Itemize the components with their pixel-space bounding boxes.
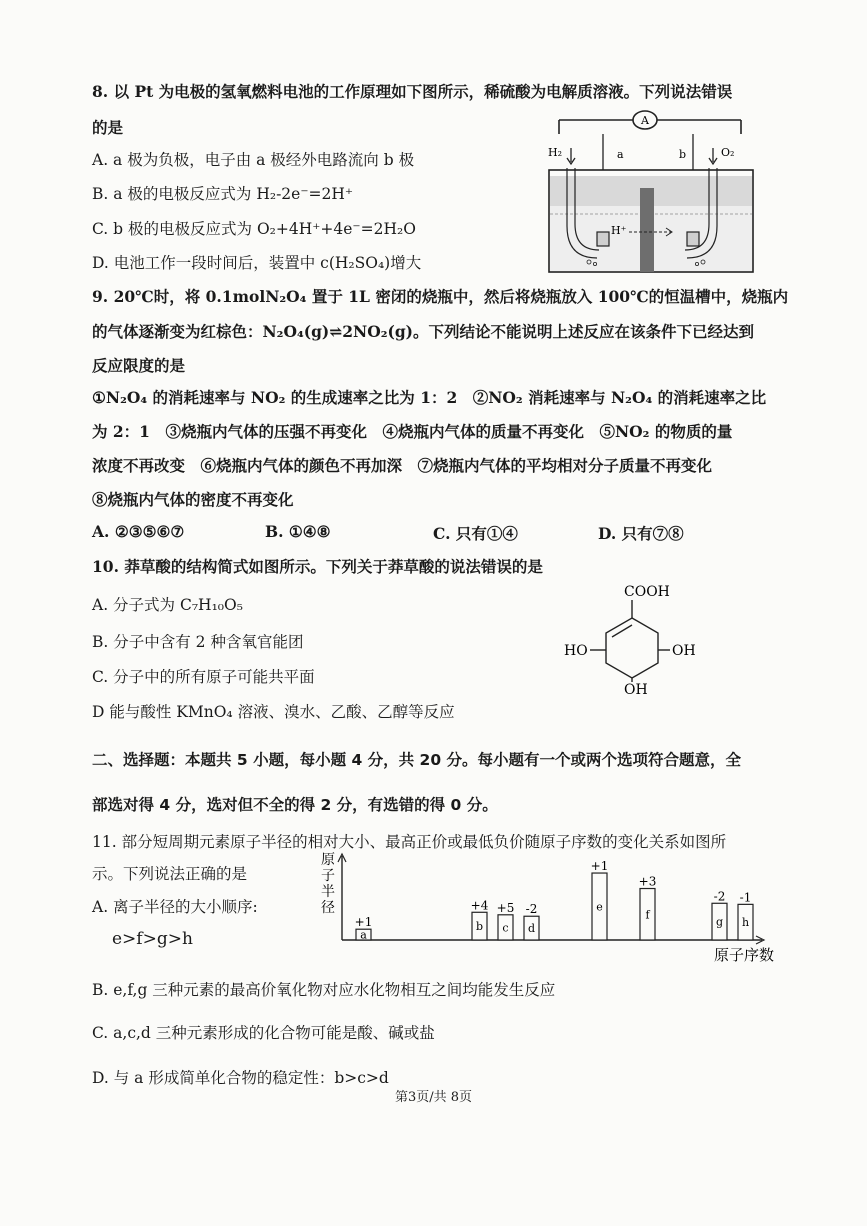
section2-line1: 二、选择题：本题共 5 小题，每小题 4 分，共 20 分。每小题有一个或两个选项符合题意，全 (92, 751, 742, 769)
q10-option-b: B. 分子中含有 2 种含氧官能团 (92, 633, 304, 651)
valence-label-d: -2 (525, 902, 538, 917)
q11-option-c: C. a,c,d 三种元素形成的化合物可能是酸、碱或盐 (92, 1024, 435, 1042)
q8-option-b: B. a 极的电极反应式为 H₂-2e⁻=2H⁺ (92, 185, 354, 203)
bar-label-f: f (645, 908, 650, 922)
q9-option-a: A. ②③⑤⑥⑦ (92, 522, 185, 541)
electrode-a (597, 232, 609, 246)
q11-option-b: B. e,f,g 三种元素的最高价氧化物对应水化物相互之间均能发生反应 (92, 981, 556, 999)
electrode-b (687, 232, 699, 246)
q10-option-a: A. 分子式为 C₇H₁₀O₅ (92, 596, 243, 614)
valence-label-h: -1 (739, 890, 752, 905)
valence-label-b: +4 (470, 898, 489, 913)
oh-right-label: OH (672, 643, 696, 659)
q8-option-d: D. 电池工作一段时间后，装置中 c(H₂SO₄)增大 (92, 254, 422, 272)
chart-y-axis-label (321, 852, 335, 916)
q8-stem-line1: 8. 以 Pt 为电极的氢氧燃料电池的工作原理如下图所示，稀硫酸为电解质溶液。下列说法错误 (92, 82, 733, 101)
q9-condition-line3: 浓度不再改变 ⑥烧瓶内气体的颜色不再加深 ⑦烧瓶内气体的平均相对分子质量不再变化 (92, 456, 713, 475)
h2-label: H₂ (548, 146, 563, 159)
chart-x-axis-label: 原子序数 (714, 946, 775, 964)
shikimic-acid-structure (562, 582, 702, 697)
valence-label-f: +3 (638, 874, 657, 889)
hplus-label: H⁺ (611, 224, 627, 237)
bar-label-d: d (527, 922, 536, 936)
ammeter-label: A (641, 114, 649, 127)
q11-option-d: D. 与 a 形成简单化合物的稳定性：b>c>d (92, 1069, 389, 1087)
valence-label-g: -2 (713, 889, 726, 904)
q11-stem-line2: 示。下列说法正确的是 (92, 865, 248, 883)
oh-bottom-label: OH (624, 682, 648, 698)
q8-option-a: A. a 极为负极，电子由 a 极经外电路流向 b 极 (92, 151, 415, 169)
q9-stem-line1: 9. 20℃时，将 0.1molN₂O₄ 置于 1L 密闭的烧瓶中，然后将烧瓶放入 100℃的恒温槽中，烧瓶内 (92, 287, 789, 306)
oh-left-label: HO (564, 643, 588, 659)
q9-stem-line2: 的气体逐渐变为红棕色：N₂O₄(g)⇌2NO₂(g)。下列结论不能说明上述反应在该条件下已经达到 (92, 322, 754, 341)
q11-option-a-line1: A. 离子半径的大小顺序: (92, 898, 258, 916)
membrane (640, 188, 654, 272)
valence-label-e: +1 (590, 859, 609, 874)
q10-stem: 10. 莽草酸的结构简式如图所示。下列关于莽草酸的说法错误的是 (92, 557, 543, 576)
valence-label-a: +1 (354, 915, 373, 930)
q9-condition-line1: ①N₂O₄ 的消耗速率与 NO₂ 的生成速率之比为 1：2 ②NO₂ 消耗速率与 N₂O₄ 的消耗速率之比 (92, 388, 767, 407)
q11-option-a-line2: e>f>g>h (112, 929, 193, 949)
section2-line2: 部选对得 4 分，选对但不全的得 2 分，有选错的得 0 分。 (92, 796, 498, 814)
q10-option-d: D 能与酸性 KMnO₄ 溶液、溴水、乙酸、乙醇等反应 (92, 703, 455, 721)
o2-label: O₂ (721, 146, 735, 159)
double-bond (612, 625, 632, 637)
cyclohexene-ring (606, 618, 658, 678)
valence-label-c: +5 (496, 900, 515, 915)
bar-label-h: h (741, 916, 750, 930)
q9-stem-line3: 反应限度的是 (92, 356, 186, 375)
q8-option-c: C. b 极的电极反应式为 O₂+4H⁺+4e⁻=2H₂O (92, 220, 416, 238)
bar-label-a: a (360, 928, 367, 942)
bar-label-c: c (502, 921, 509, 935)
chart-y-axis-label-text: 原子半径 (321, 852, 335, 916)
electrode-a-label: a (617, 148, 624, 161)
q11-stem-line1: 11. 部分短周期元素原子半径的相对大小、最高正价或最低负价随原子序数的变化关系如图所 (92, 833, 727, 851)
q9-option-b: B. ①④⑧ (265, 522, 331, 541)
bar-label-g: g (715, 915, 724, 929)
q9-condition-line2: 为 2：1 ③烧瓶内气体的压强不再变化 ④烧瓶内气体的质量不再变化 ⑤NO₂ 的物质的量 (92, 422, 733, 441)
electrode-b-label: b (679, 148, 687, 161)
q10-option-c: C. 分子中的所有原子可能共平面 (92, 668, 315, 686)
bar-label-e: e (596, 900, 603, 914)
q8-stem-line2: 的是 (92, 118, 124, 137)
bar-label-b: b (475, 920, 484, 934)
q9-option-c: C. 只有①④ (433, 524, 518, 543)
atomic-radius-chart (318, 852, 778, 964)
page-footer: 第3页/共 8页 (394, 1090, 473, 1105)
cooh-label: COOH (624, 584, 670, 600)
q9-option-d: D. 只有⑦⑧ (598, 524, 684, 543)
fuel-cell-diagram (545, 108, 760, 276)
q9-condition-line4: ⑧烧瓶内气体的密度不再变化 (92, 490, 294, 509)
